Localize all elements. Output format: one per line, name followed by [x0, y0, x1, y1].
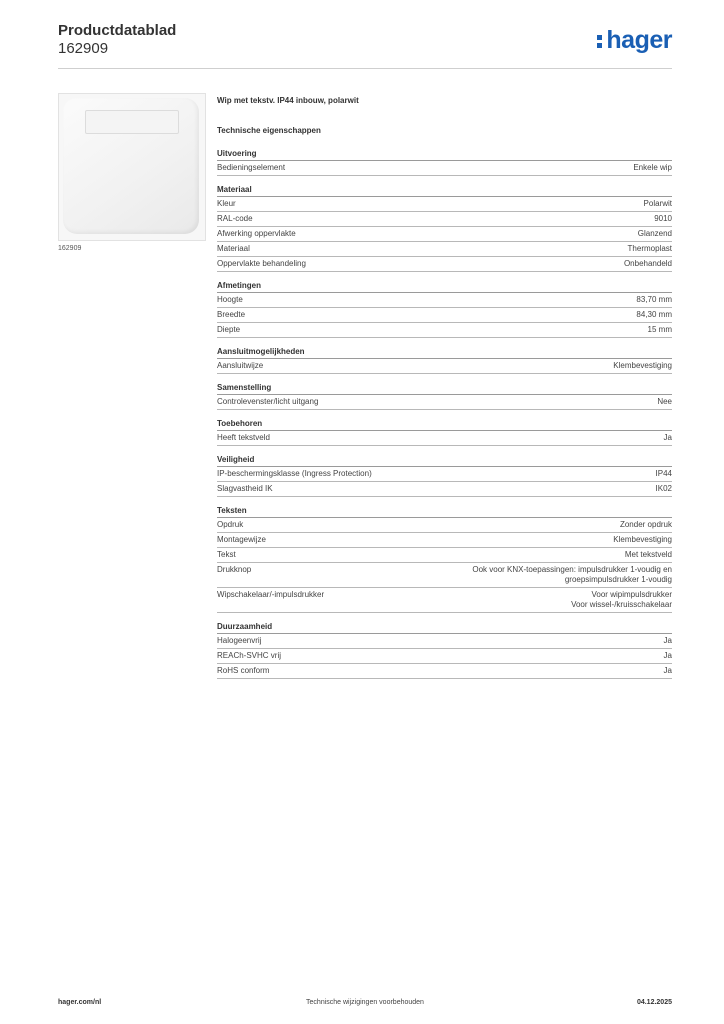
spec-row — [217, 482, 672, 497]
spec-row — [217, 227, 672, 242]
product-image — [58, 93, 206, 241]
section-title: Veiligheid — [217, 455, 672, 467]
spec-value: Glanzend — [637, 229, 672, 238]
spec-row — [217, 588, 672, 613]
spec-section — [217, 347, 672, 374]
spec-row — [217, 664, 672, 679]
product-number: 162909 — [58, 40, 109, 57]
spec-section — [217, 419, 672, 446]
spec-label: Materiaal — [217, 244, 250, 253]
spec-section — [217, 383, 672, 410]
spec-value: Ja — [663, 651, 672, 660]
logo-text: hager — [606, 26, 672, 54]
spec-value: Met tekstveld — [624, 550, 672, 559]
spec-label: Montagewijze — [217, 535, 266, 544]
spec-label: Heeft tekstveld — [217, 433, 270, 442]
spec-label: Opdruk — [217, 520, 244, 529]
spec-value: Zonder opdruk — [619, 520, 672, 529]
spec-sections — [217, 149, 672, 679]
spec-value: IP44 — [655, 469, 672, 478]
spec-section — [217, 185, 672, 272]
spec-value: 84,30 mm — [636, 310, 672, 319]
spec-value: Klembevestiging — [613, 535, 672, 544]
spec-label: Diepte — [217, 325, 241, 334]
section-title: Toebehoren — [217, 419, 672, 431]
spec-value: Voor wipimpulsdrukker Voor wissel-/kruisschakelaar — [571, 590, 672, 609]
spec-label: Hoogte — [217, 295, 243, 304]
spec-row — [217, 518, 672, 533]
spec-label: Kleur — [217, 199, 236, 208]
spec-value: 9010 — [654, 214, 672, 223]
spec-value: 83,70 mm — [636, 295, 672, 304]
section-title: Uitvoering — [217, 149, 672, 161]
switch-plate-graphic — [63, 98, 199, 234]
spec-value: Ja — [663, 666, 672, 675]
spec-label: IP-beschermingsklasse (Ingress Protection) — [217, 469, 372, 478]
technical-properties-heading: Technische eigenschappen — [217, 126, 321, 135]
section-title: Duurzaamheid — [217, 622, 672, 634]
spec-row — [217, 161, 672, 176]
footer-notice: Technische wijzigingen voorbehouden — [306, 999, 424, 1006]
spec-section — [217, 281, 672, 338]
spec-label: Aansluitwijze — [217, 361, 264, 370]
spec-row — [217, 323, 672, 338]
spec-row — [217, 197, 672, 212]
spec-row — [217, 467, 672, 482]
spec-section — [217, 622, 672, 679]
document-title: Productdatablad — [58, 22, 177, 39]
spec-row — [217, 359, 672, 374]
spec-value: Klembevestiging — [613, 361, 672, 370]
section-title: Materiaal — [217, 185, 672, 197]
spec-value: Ja — [663, 636, 672, 645]
spec-row — [217, 395, 672, 410]
spec-row — [217, 431, 672, 446]
spec-value: Enkele wip — [633, 163, 672, 172]
spec-row — [217, 548, 672, 563]
spec-section — [217, 455, 672, 497]
spec-label: Slagvastheid IK — [217, 484, 273, 493]
spec-label: Halogeenvrij — [217, 636, 262, 645]
spec-value: IK02 — [655, 484, 672, 493]
spec-label: REACh-SVHC vrij — [217, 651, 282, 660]
spec-row — [217, 649, 672, 664]
spec-row — [217, 242, 672, 257]
spec-row — [217, 634, 672, 649]
spec-label: Bedieningselement — [217, 163, 286, 172]
spec-section — [217, 149, 672, 176]
spec-label: RAL-code — [217, 214, 253, 223]
spec-label: RoHS conform — [217, 666, 270, 675]
spec-value: Nee — [657, 397, 672, 406]
spec-row — [217, 257, 672, 272]
spec-label: Drukknop — [217, 565, 252, 574]
spec-row — [217, 293, 672, 308]
spec-value: Onbehandeld — [623, 259, 672, 268]
spec-value: 15 mm — [647, 325, 672, 334]
footer-website[interactable]: hager.com/nl — [58, 999, 102, 1006]
spec-label: Wipschakelaar/-impulsdrukker — [217, 590, 325, 599]
product-description: Wip met tekstv. IP44 inbouw, polarwit — [217, 96, 359, 105]
spec-content — [217, 96, 672, 679]
header-divider — [58, 68, 672, 69]
footer-date: 04.12.2025 — [636, 999, 672, 1006]
spec-row — [217, 533, 672, 548]
section-title: Teksten — [217, 506, 672, 518]
spec-label: Afwerking oppervlakte — [217, 229, 296, 238]
spec-section — [217, 506, 672, 613]
page-header — [58, 22, 672, 70]
spec-label: Controlevenster/licht uitgang — [217, 397, 319, 406]
spec-row — [217, 563, 672, 588]
spec-label: Oppervlakte behandeling — [217, 259, 306, 268]
hager-logo — [597, 26, 672, 55]
spec-label: Tekst — [217, 550, 236, 559]
spec-value: Ja — [663, 433, 672, 442]
section-title: Aansluitmogelijkheden — [217, 347, 672, 359]
section-title: Afmetingen — [217, 281, 672, 293]
spec-value: Polarwit — [643, 199, 672, 208]
spec-row — [217, 308, 672, 323]
image-caption: 162909 — [58, 245, 82, 252]
logo-dots-icon — [597, 31, 603, 49]
spec-row — [217, 212, 672, 227]
spec-value: Thermoplast — [627, 244, 672, 253]
label-window-graphic — [85, 110, 179, 134]
spec-value: Ook voor KNX-toepassingen: impulsdrukker 1-voudig en groepsimpulsdrukker 1-voudig — [472, 565, 672, 584]
spec-label: Breedte — [217, 310, 246, 319]
section-title: Samenstelling — [217, 383, 672, 395]
